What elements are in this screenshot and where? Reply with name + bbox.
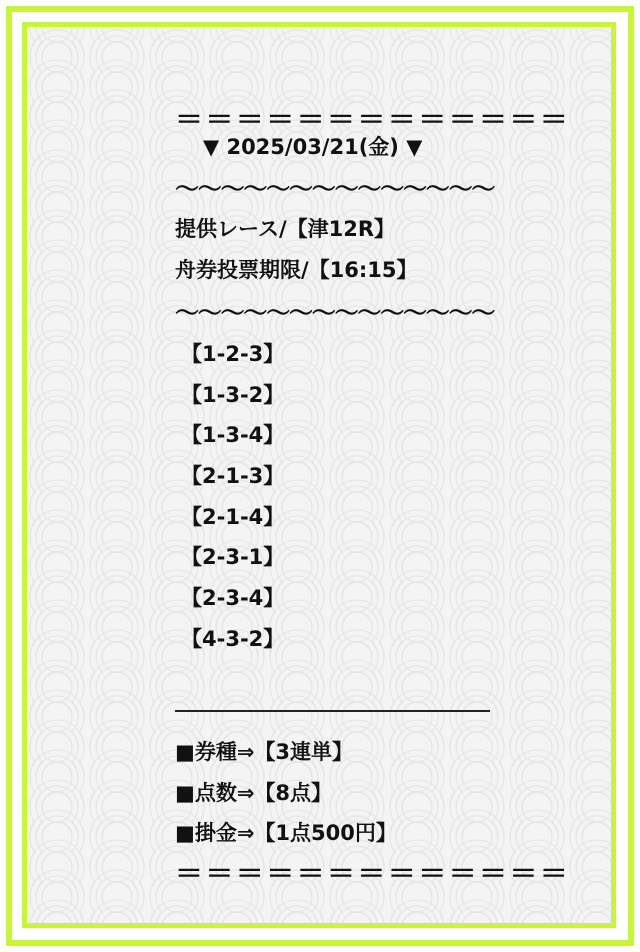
- inner-frame: [22, 22, 616, 928]
- divider-line: [175, 710, 490, 712]
- combination-item: 【1-3-2】: [181, 383, 285, 407]
- race-line: 提供レース/【津12R】: [175, 217, 396, 241]
- combination-item: 【2-3-4】: [181, 586, 285, 610]
- combination-item: 【2-3-1】: [181, 545, 285, 569]
- date-line: ▼ 2025/03/21(金) ▼: [203, 135, 423, 159]
- wave-separator-2: 〜〜〜〜〜〜〜〜〜〜〜〜〜〜: [175, 299, 495, 327]
- wave-separator-1: 〜〜〜〜〜〜〜〜〜〜〜〜〜〜: [175, 175, 495, 203]
- stake-line: ■掛金⇒【1点500円】: [175, 821, 397, 845]
- outer-frame: [6, 6, 634, 946]
- deadline-line: 舟券投票期限/【16:15】: [175, 258, 418, 282]
- top-separator: ＝＝＝＝＝＝＝＝＝＝＝＝＝: [175, 103, 571, 136]
- combination-item: 【4-3-2】: [181, 627, 285, 651]
- combination-item: 【1-2-3】: [181, 342, 285, 366]
- combination-item: 【2-1-4】: [181, 505, 285, 529]
- points-line: ■点数⇒【8点】: [175, 781, 333, 805]
- bottom-separator: ＝＝＝＝＝＝＝＝＝＝＝＝＝: [175, 857, 571, 890]
- combination-item: 【2-1-3】: [181, 464, 285, 488]
- combination-item: 【1-3-4】: [181, 423, 285, 447]
- ticket-type-line: ■券種⇒【3連単】: [175, 740, 354, 764]
